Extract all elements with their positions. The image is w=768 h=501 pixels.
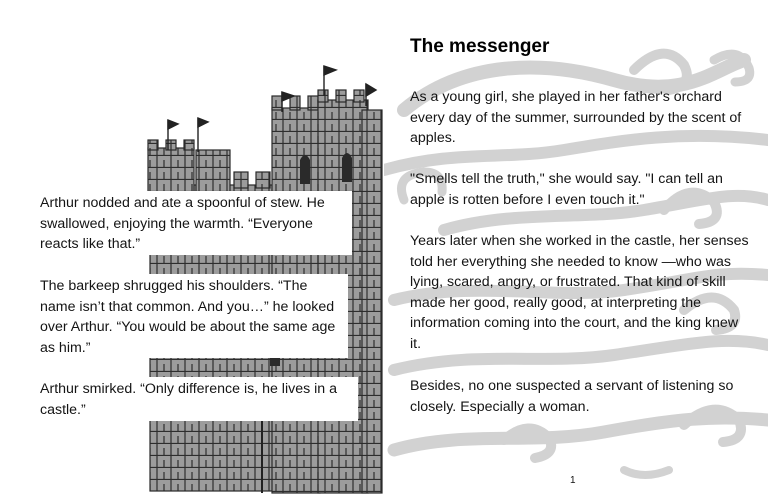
left-paragraph-1: Arthur nodded and ate a spoonful of stew. He swallowed, enjoying the warmth. “Everyone reacts like that.” — [32, 191, 352, 255]
right-paragraph-4: Besides, no one suspected a servant of listening so closely. Especially a woman. — [410, 378, 734, 415]
page-number: 1 — [570, 475, 576, 486]
right-paragraph-2: "Smells tell the truth," she would say. "I can tell an apple is rotten before I even touch it." — [410, 171, 723, 208]
chapter-title: The messenger — [410, 36, 550, 57]
right-paragraph-1: As a young girl, she played in her father's orchard every day of the summer, surrounded by the scent of apples. — [410, 89, 742, 146]
right-paragraph-3: Years later when she worked in the castle, her senses told her everything she needed to know —who was lying, scared, angry, or frustrated. That kind of skill made her good, really good, at interpreting the information coming into the court, and the king knew it. — [410, 233, 749, 352]
left-paragraph-3: Arthur smirked. “Only difference is, he lives in a castle.” — [32, 377, 358, 421]
right-page — [384, 0, 768, 501]
left-paragraph-2: The barkeep shrugged his shoulders. “The name isn’t that common. And you…” he looked over Arthur. “You would be about the same age as him.” — [32, 274, 348, 358]
